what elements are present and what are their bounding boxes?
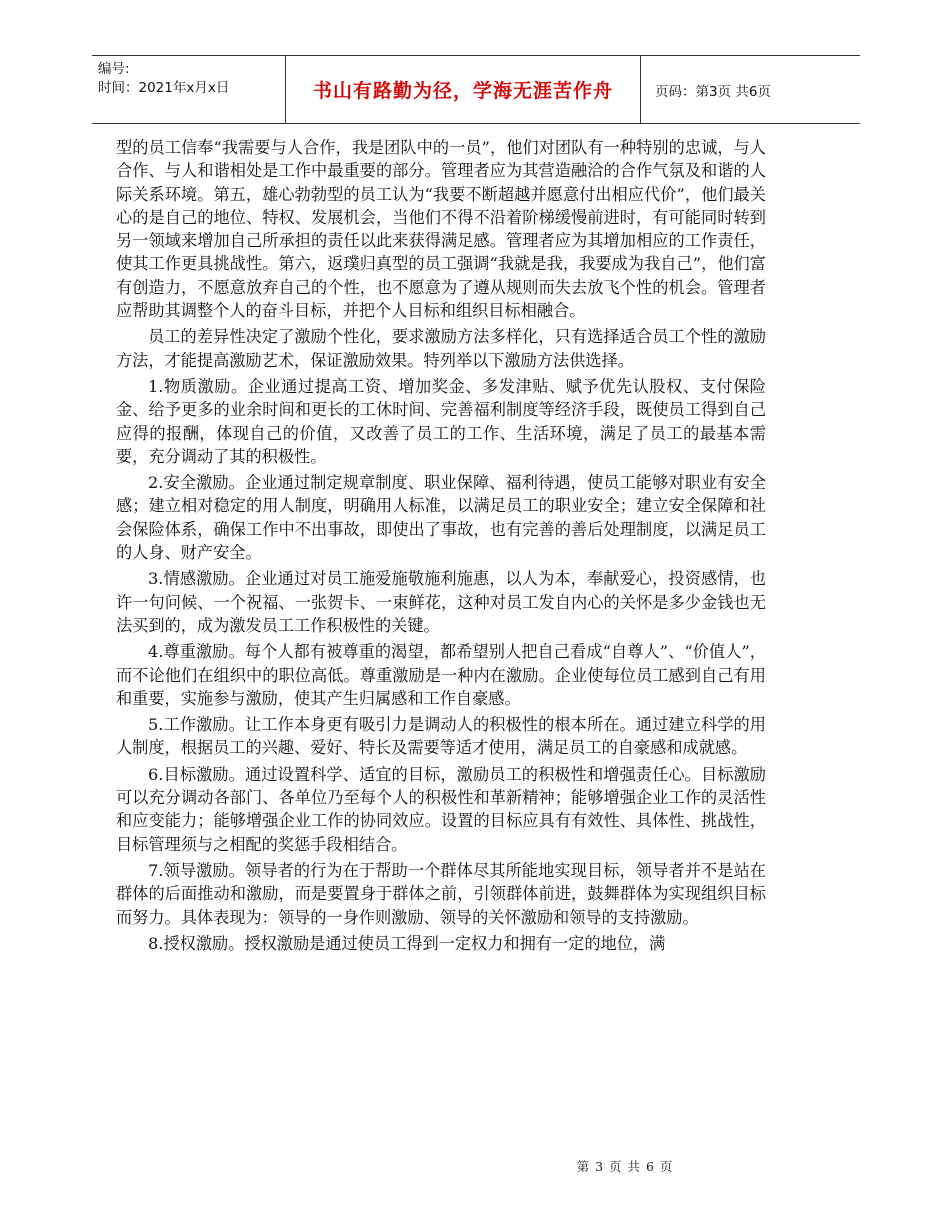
paragraph-work-incentive: 5.工作激励。让工作本身更有吸引力是调动人的积极性的根本所在。通过建立科学的用人制度，根据员工的兴趣、爱好、特长及需要等适才使用，满足员工的自豪感和成就感。 <box>116 715 766 758</box>
page-header <box>92 55 860 124</box>
paragraph-emotional-incentive: 3.情感激励。企业通过对员工施爱施敬施利施惠，以人为本，奉献爱心，投资感情，也许一句问候、一个祝福、一张贺卡、一束鲜花，这种对员工发自内心的关怀是多少金钱也无法买到的，成为激发员工工作积极性的关键。 <box>116 569 766 635</box>
paragraph-goal-incentive: 6.目标激励。通过设置科学、适宜的目标，激励员工的积极性和增强责任心。目标激励可以充分调动各部门、各单位乃至每个人的积极性和革新精神；能够增强企业工作的灵活性和应变能力；能够增强企业工作的协同效应。设置的目标应具有有效性、具体性、挑战性，目标管理须与之相配的奖惩手段相结合。 <box>116 764 766 854</box>
page-footer: 第 3 页 共 6 页 <box>576 1159 674 1174</box>
header-motto: 书山有路勤为径，学海无涯苦作舟 <box>285 56 641 123</box>
paragraph-intro: 员工的差异性决定了激励个性化，要求激励方法多样化，只有选择适合员工个性的激励方法，才能提高激励艺术，保证激励效果。特列举以下激励方法供选择。 <box>116 327 766 370</box>
paragraph-respect-incentive: 4.尊重激励。每个人都有被尊重的渴望，都希望别人把自己看成“自尊人”、“价值人”，而不论他们在组织中的职位高低。尊重激励是一种内在激励。企业使每位员工感到自己有用和重要，实施参与激励，使其产生归属感和工作自豪感。 <box>116 642 766 708</box>
paragraph-material-incentive: 1.物质激励。企业通过提高工资、增加奖金、多发津贴、赋予优先认股权、支付保险金、给予更多的业余时间和更长的工休时间、完善福利制度等经济手段，既使员工得到自己应得的报酬，体现自己的价值，又改善了员工的工作、生活环境，满足了员工的最基本需要，充分调动了其的积极性。 <box>116 376 766 466</box>
document-time-label: 时间：2021年x月x日 <box>98 80 230 96</box>
header-page-info: 页码：第3页 共6页 <box>655 83 771 100</box>
paragraph-continuation: 型的员工信奉“我需要与人合作，我是团队中的一员”，他们对团队有一种特别的忠诚，与人合作、与人和谐相处是工作中最重要的部分。管理者应为其营造融洽的合作气氛及和谐的人际关系环境。第五，雄心勃勃型的员工认为“我要不断超越并愿意付出相应代价”，他们最关心的是自己的地位、特权、发展机会，当他们不得不沿着阶梯缓慢前进时，有可能同时转到另一领域来增加自己所承担的责任以此来获得满足感。管理者应为其增加相应的工作责任，使其工作更具挑战性。第六，返璞归真型的员工强调“我就是我，我要成为我自己”，他们富有创造力，不愿意放弃自己的个性，也不愿意为了遵从规则而失去放飞个性的机会。管理者应帮助其调整个人的奋斗目标，并把个人目标和组织目标相融合。 <box>116 138 766 321</box>
header-meta <box>92 56 285 123</box>
document-body <box>116 136 766 955</box>
document-number-label: 编号: <box>98 61 130 77</box>
paragraph-authorization-incentive: 8.授权激励。授权激励是通过使员工得到一定权力和拥有一定的地位，满 <box>148 933 666 953</box>
paragraph-safety-incentive: 2.安全激励。企业通过制定规章制度、职业保障、福利待遇，使员工能够对职业有安全感；建立相对稳定的用人制度，明确用人标准，以满足员工的职业安全；建立安全保障和社会保险体系，确保工作中不出事故，即使出了事故，也有完善的善后处理制度，以满足员工的人身、财产安全。 <box>116 473 766 563</box>
paragraph-leadership-incentive: 7.领导激励。领导者的行为在于帮助一个群体尽其所能地实现目标，领导者并不是站在群体的后面推动和激励，而是要置身于群体之前，引领群体前进，鼓舞群体为实现组织目标而努力。具体表现为：领导的一身作则激励、领导的关怀激励和领导的支持激励。 <box>116 860 766 927</box>
